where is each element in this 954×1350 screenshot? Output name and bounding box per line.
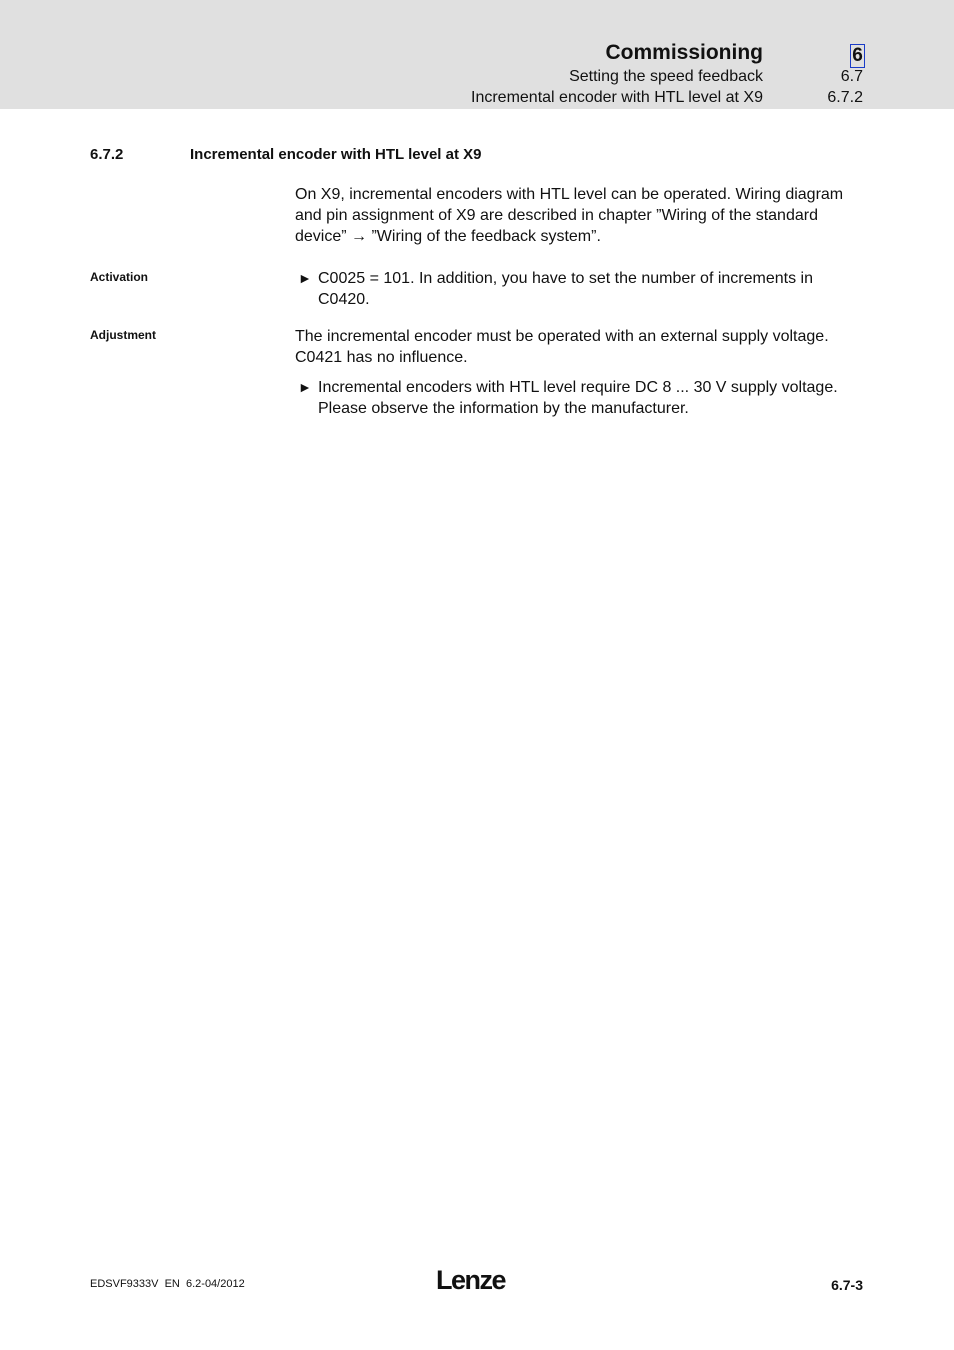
adjustment-bullet-text: Incremental encoders with HTL level require DC 8 ... 30 V supply voltage. Please observe the information by the manufacturer. (318, 379, 838, 417)
triangle-right-icon: ► (298, 379, 312, 395)
chapter-number-link[interactable]: 6 (850, 44, 865, 68)
lenze-logo (436, 1266, 516, 1294)
section-heading-title: Incremental encoder with HTL level at X9 (190, 146, 482, 163)
activation-label: Activation (90, 270, 149, 284)
section-title: Setting the speed feedback (569, 68, 763, 85)
triangle-right-icon: ► (298, 270, 312, 286)
section-heading-number: 6.7.2 (90, 146, 124, 163)
subsection-number: 6.7.2 (827, 89, 863, 106)
adjustment-paragraph: The incremental encoder must be operated with an external supply voltage. C0421 has no influence. (295, 328, 829, 366)
lenze-logo-text: Lenze (436, 1266, 506, 1294)
footer-doc-id: EDSVF9333V EN 6.2-04/2012 (90, 1278, 245, 1290)
section-heading (90, 146, 481, 163)
activation-bullet (298, 268, 858, 310)
intro-paragraph: On X9, incremental encoders with HTL level can be operated. Wiring diagram and pin assignment of X9 are described in chapter ”Wiring of the standard device” → ”Wiring of the feedback system”. (295, 186, 844, 245)
adjustment-bullet (298, 377, 858, 419)
subsection-title: Incremental encoder with HTL level at X9 (471, 89, 763, 106)
adjustment-label: Adjustment (90, 328, 156, 342)
section-number: 6.7 (840, 68, 863, 85)
activation-bullet-text: C0025 = 101. In addition, you have to set the number of increments in C0420. (318, 270, 813, 308)
chapter-title: Commissioning (605, 41, 763, 64)
footer-page-number: 6.7-3 (831, 1277, 863, 1293)
